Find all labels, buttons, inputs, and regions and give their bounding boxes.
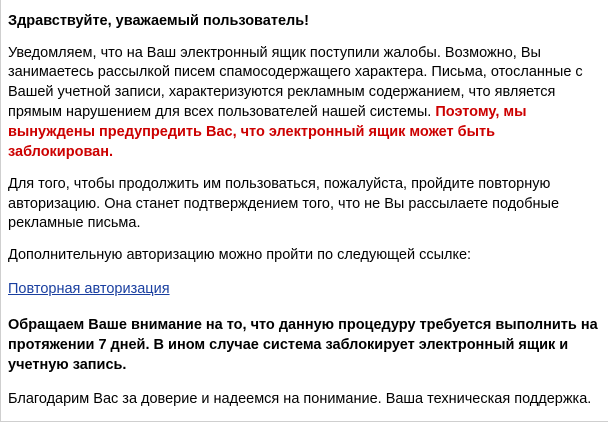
paragraph-complaint-notice <box>8 44 600 163</box>
left-border-divider <box>0 0 1 422</box>
reauthorization-link[interactable]: Повторная авторизация <box>8 281 170 298</box>
auth-link-row <box>8 280 600 298</box>
paragraph-link-intro: Дополнительную авторизацию можно пройти по следующей ссылке: <box>8 247 472 264</box>
paragraph-reauthorization-request: Для того, чтобы продолжить им пользоваться, пожалуйста, пройдите повторную авторизацию. Она станет подтверждением того, что не Вы рассылаете подобные рекламные письма. <box>8 175 560 232</box>
closing-text: Благодарим Вас за доверие и надеемся на понимание. Ваша техническая поддержка. <box>8 390 592 407</box>
complaint-notice-text: Уведомляем, что на Ваш электронный ящик поступили жалобы. Возможно, Вы занимаетесь рассылкой писем спамосодержащего характера. Письма, отосланные с Вашей учетной записи, характеризуются рекламным содержанием, что является прямым нарушением для всех пользователей нашей системы. <box>8 44 583 121</box>
block-warning-text: Поэтому, мы вынуждены предупредить Вас, что электронный ящик может быть заблокирован. <box>8 104 527 160</box>
deadline-notice: Обращаем Ваше внимание на то, что данную процедуру требуется выполнить на протяжении 7 дней. В ином случае система заблокирует электронный ящик и учетную запись. <box>8 317 598 373</box>
greeting-heading: Здравствуйте, уважаемый пользователь! <box>8 13 309 29</box>
